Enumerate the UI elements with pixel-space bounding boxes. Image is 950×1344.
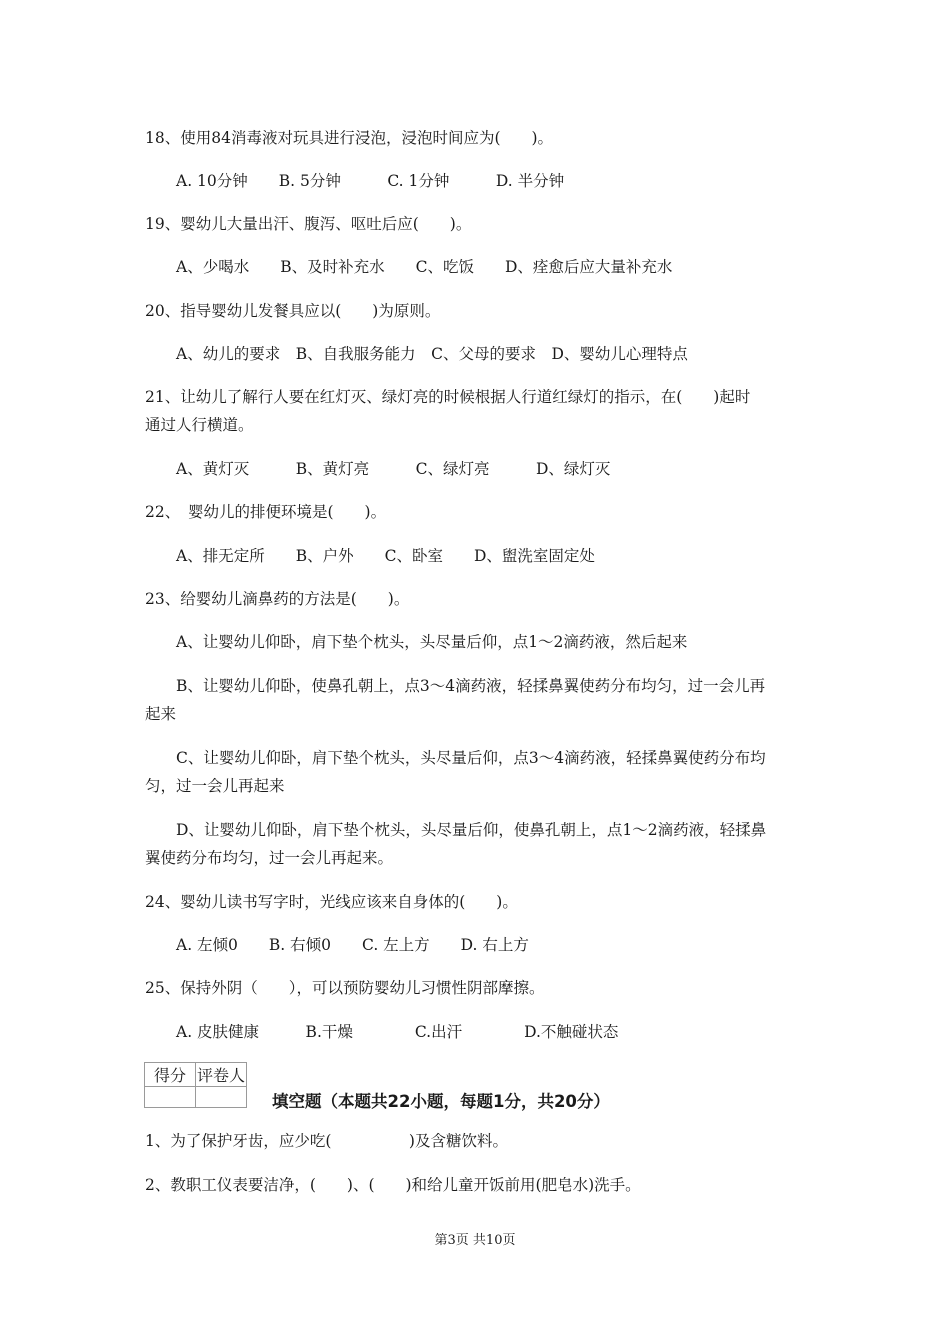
question-24: 24、婴幼儿读书写字时，光线应该来自身体的( )。 xyxy=(145,893,518,911)
question-19: 19、婴幼儿大量出汗、腹泻、呕吐后应( )。 xyxy=(145,215,472,233)
question-23-option-c-line1: C、让婴幼儿仰卧，肩下垫个枕头，头尽量后仰，点3～4滴药液，轻揉鼻翼使药分布均 xyxy=(176,749,766,767)
question-25: 25、保持外阴（ ），可以预防婴幼儿习惯性阴部摩擦。 xyxy=(145,979,545,997)
question-22-options: A、排无定所 B、户外 C、卧室 D、盥洗室固定处 xyxy=(176,547,595,565)
question-24-options: A. 左倾0 B. 右倾0 C. 左上方 D. 右上方 xyxy=(176,936,529,954)
question-23-option-b-line1: B、让婴幼儿仰卧，使鼻孔朝上，点3～4滴药液，轻揉鼻翼使药分布均匀，过一会儿再 xyxy=(176,677,766,695)
grader-label: 评卷人 xyxy=(196,1063,247,1087)
question-18: 18、使用84消毒液对玩具进行浸泡，浸泡时间应为( )。 xyxy=(145,129,554,147)
page-footer: 第3页 共10页 xyxy=(434,1233,516,1248)
question-23: 23、给婴幼儿滴鼻药的方法是( )。 xyxy=(145,590,410,608)
question-23-option-d-line1: D、让婴幼儿仰卧，肩下垫个枕头，头尽量后仰，使鼻孔朝上，点1～2滴药液，轻揉鼻 xyxy=(176,821,767,839)
score-box xyxy=(144,1062,247,1108)
question-23-option-a: A、让婴幼儿仰卧，肩下垫个枕头，头尽量后仰，点1～2滴药液，然后起来 xyxy=(176,633,688,651)
question-19-options: A、少喝水 B、及时补充水 C、吃饭 D、痊愈后应大量补充水 xyxy=(176,258,673,276)
question-20-options: A、幼儿的要求 B、自我服务能力 C、父母的要求 D、婴幼儿心理特点 xyxy=(176,345,688,363)
question-21-options: A、黄灯灭 B、黄灯亮 C、绿灯亮 D、绿灯灭 xyxy=(176,460,611,478)
question-22: 22、 婴幼儿的排便环境是( )。 xyxy=(145,503,387,521)
question-21-line1: 21、让幼儿了解行人要在红灯灭、绿灯亮的时候根据人行道红绿灯的指示，在( )起时 xyxy=(145,388,751,406)
question-20: 20、指导婴幼儿发餐具应以( )为原则。 xyxy=(145,302,441,320)
fill-question-2: 2、教职工仪表要洁净，( )、( )和给儿童开饭前用(肥皂水)洗手。 xyxy=(145,1176,641,1194)
question-23-option-d-line2: 翼使药分布均匀，过一会儿再起来。 xyxy=(145,849,394,867)
grader-cell xyxy=(196,1087,247,1108)
section-title: 填空题（本题共22小题，每题1分，共20分） xyxy=(272,1092,610,1111)
question-23-option-b-line2: 起来 xyxy=(145,705,177,723)
score-label: 得分 xyxy=(145,1063,196,1087)
question-25-options: A. 皮肤健康 B.干燥 C.出汗 D.不触碰状态 xyxy=(176,1023,619,1041)
fill-question-1: 1、为了保护牙齿，应少吃( )及含糖饮料。 xyxy=(145,1132,508,1150)
score-cell xyxy=(145,1087,196,1108)
question-23-option-c-line2: 匀，过一会儿再起来 xyxy=(145,777,285,795)
question-18-options: A. 10分钟 B. 5分钟 C. 1分钟 D. 半分钟 xyxy=(176,172,565,190)
question-21-line2: 通过人行横道。 xyxy=(145,416,254,434)
